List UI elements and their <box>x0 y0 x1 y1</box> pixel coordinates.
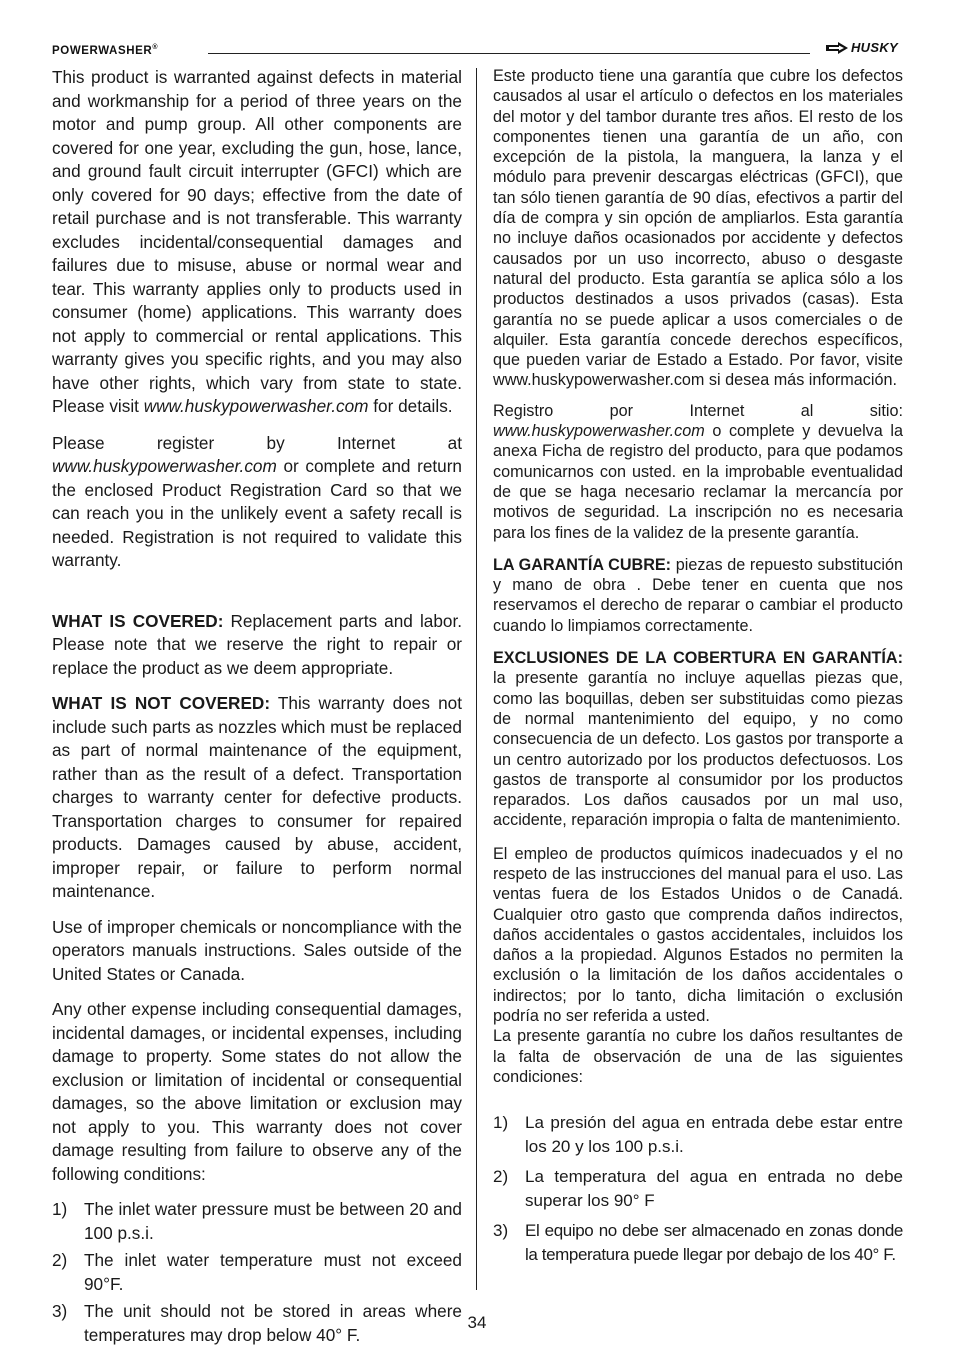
warranty-intro: This product is warranted against defects in material and workmanship for a period of three years on the motor and pump group. All other components are covered for one year, excluding the gun, hose, lance, and ground fault circuit interrupter (GFCI) which are only covered for 90 days; effective from the date of retail purchase and is not transferable. This warranty excludes incidental/consequential damages and failures due to misuse, abuse or normal wear and tear. This warranty applies only to products used in consumer (home) applications. This warranty does not apply to commercial or rental applications. This warranty gives you specific rights, and you may also have other rights, which vary from state to state. Please visit www.huskypowerwasher.com for details. <box>52 67 462 416</box>
husky-arrow-icon <box>826 42 848 54</box>
husky-logo <box>826 40 898 55</box>
spanish-column <box>493 66 903 1266</box>
chemicals-paragraph: Use of improper chemicals or noncompliance with the operators manuals instructions. Sales outside of the United States or Canada. <box>52 916 462 984</box>
header-rule <box>208 53 810 54</box>
list-item: 1) La presión del agua en entrada debe estar entre los 20 y los 100 p.s.i. <box>493 1113 903 1156</box>
chemicals-paragraph-es: El empleo de productos químicos inadecuados y el no respeto de las instrucciones del manual para el uso. Las ventas fuera de los Estados Unidos o de Canadá. Cualquier otro gasto que comprenda daños indirectos, daños accidentales o gastos accidentales, incluidos los daños a la propiedad. Algunos Estados no permiten la exclusión o la limitación de los daños accidentales o indirectos; por lo tanto, dicha limitación o exclusión podría no ser referida a usted. <box>493 844 903 1026</box>
list-item: 3) El equipo no debe ser almacenado en zonas donde la temperatura puede llegar por debajo de los 40° F. <box>493 1221 903 1264</box>
what-is-not-covered-es: EXCLUSIONES DE LA COBERTURA EN GARANTÍA: la presente garantía no incluye aquellas piezas que, como las boquillas, deben ser substituidas como piezas de normal mantenimiento del equipo, y no como consecuencia de un defecto. Los gastos por transporte a un centro autorizado por los productos defectuosos. Los gastos de transporte al consumidor por los productos reparados. Los daños causados por un mal uso, accidente, reparación impropia o falta de mantenimiento. <box>493 649 903 830</box>
registration-paragraph: Please register by Internet at www.huskypowerwasher.com or complete and return the enclosed Product Registration Card so that we can reach you in the unlikely event a safety recall is needed. Registration is not required to validate this warranty. <box>52 432 462 570</box>
what-is-covered: WHAT IS COVERED: Replacement parts and labor. Please note that we reserve the right to repair or replace the product as we deem appropriate. <box>52 610 462 678</box>
not-covered-heading-es: EXCLUSIONES DE LA COBERTURA EN GARANTÍA: <box>493 649 903 668</box>
registration-link-es: www.huskypowerwasher.com <box>493 422 705 441</box>
list-item: 1) The inlet water pressure must be between 20 and 100 p.s.i. <box>52 1199 462 1243</box>
list-item: 3) The unit should not be stored in areas where temperatures may drop below 40° F. <box>52 1301 462 1345</box>
page-number: 34 <box>467 1313 487 1332</box>
brand-title: POWERWASHER® <box>52 44 159 57</box>
other-expense-paragraph: Any other expense including consequential damages, incidental damages, or incidental expenses, including damage to property. Some states do not allow the exclusion or limitation of incidental or consequential damages, so the above limitation or exclusion may not apply to you. This warranty does not cover damage resulting from failure to observe any of the following conditions: <box>52 999 462 1184</box>
list-item: 2) The inlet water temperature must not exceed 90°F. <box>52 1250 462 1294</box>
what-is-not-covered: WHAT IS NOT COVERED: This warranty does not include such parts as nozzles which must be replaced as part of normal maintenance of the equipment, rather than as the result of a defect. Transportation charges to warranty center for defective products. Transportation charges to consumer for repaired products. Damages caused by abuse, accident, improper repair, or failure to perform normal maintenance. <box>52 693 462 901</box>
warranty-intro-es: Este producto tiene una garantía que cubre los defectos causados al usar el artículo o defectos en los materiales del motor y del tambor durante tres años. El resto de los componentes tienen una garantía de un año, con excepción de la pistola, la manguera, la lanza y el módulo para prevenir descargas eléctricas (GFCI), que tan sólo tienen garantía de 90 días, efectivos a partir del día de compra y sin opción de ampliarlos. Esta garantía no incluye daños ocasionados por accidente y defectos causados por un uso incorrecto, abuso o desgaste natural del producto. Esta garantía se aplica sólo a los productos destinados a usos privados (casas). Esta garantía no se puede aplicar a usos comerciales o de alquiler. Esta garantía concede derechos específicos, que pueden variar de Estado a Estado. Por favor, visite www.huskypowerwasher.com si desea más información. <box>493 67 903 390</box>
not-covered-heading: WHAT IS NOT COVERED: <box>52 693 271 713</box>
registration-paragraph-es: Registro por Internet al sitio: www.huskypowerwasher.com o complete y devuelva la anexa Ficha de registro del producto, para que podamos comunicarnos con usted. en la improbable eventualidad de que se haga necesario reclamar la mercancía por motivos de seguridad. La inscripción no es necesaria para los fines de la validez de la presente garantía. <box>493 401 903 542</box>
website-link: www.huskypowerwasher.com <box>143 396 369 416</box>
page-header <box>52 38 898 62</box>
registration-link: www.huskypowerwasher.com <box>52 456 277 476</box>
column-divider <box>476 68 477 1290</box>
registered-mark: ® <box>152 44 159 51</box>
list-item: 2) La temperatura del agua en entrada no debe superar los 90° F <box>493 1167 903 1210</box>
english-column <box>52 66 462 1347</box>
conditions-intro-es: La presente garantía no cubre los daños resultantes de la falta de observación de una de las siguientes condiciones: <box>493 1027 903 1086</box>
what-is-covered-es: LA GARANTÍA CUBRE: piezas de repuesto substitución y mano de obra . Debe tener en cuenta que nos reservamos el derecho de reparar o cambiar el producto cuando lo limpiamos correctamente. <box>493 555 903 635</box>
husky-logo-text: HUSKY <box>850 40 898 55</box>
conditions-list-es <box>493 1111 903 1266</box>
covered-heading: WHAT IS COVERED: <box>52 610 224 631</box>
covered-heading-es: LA GARANTÍA CUBRE: <box>493 555 672 574</box>
